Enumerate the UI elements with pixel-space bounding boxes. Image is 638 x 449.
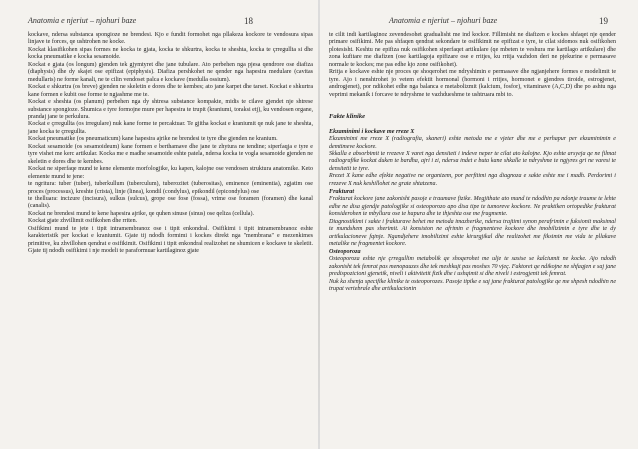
paragraph: Kockat pneumatike (os pneumaticum) kane hapesira ajrike ne brendesi te tyre dhe gjenden ne kranium. [28,136,278,143]
paragraph: Kockat e shkurtra (os breve) gjenden ne skeletin e dores dhe te kembes; ato jane karpet dhe tarset. Kockat e shkurtra kane formen e kubit ose forme te ngjashme me te. [28,84,313,98]
paragraph: Kockat e çrregullta (os irregulare) nuk kane forme te percaktuar. Te gjitha kockat e kraniumit qe nuk jane te sheshta, jane kocka te çrregullta. [28,121,313,135]
paragraph: Kockat klasifikohen sipas formes ne kocka te gjata, kocka te shkurtra, kocka te sheshta, kocka te çrregullta si dhe kocka pneumatike e kocka sesamoide. [28,46,313,61]
running-head: Anatomia e njeriut – njohuri baze [389,16,498,25]
paragraph: te ngritura: tuber (tuber), tuberkullum (tuberculum), tuberozitet (tuberositas), eminence (eminentia), zgjatim ose proces (processus), kreshte (crista), linje (linea), kondil (condylus), epikondil (epicondylus) ose [28,181,313,195]
paragraph: Kockat sesamoide (os sesamoideum) kane formen e berthamave dhe jane te zhytura ne tendine; siperfaqja e tyre e tyre vishet me kerc artikular. Kocka me e madhe sesamoide eshte patela, ndersa kocka te vogla sesamoide gjenden ne skeletin e dores dhe te kembes. [28,143,313,165]
paragraph: te thelluara: incizure (incisura), sulkus (sulcus), grope ose fose (fossa), vrime ose foramen (foramen) dhe kanal (canalis). [28,195,313,210]
paragraph: te cilit indi kartilaginoz zevendesohet gradualisht me ind kockor. Fillimisht ne diafizen e kockes shfaqet nje qender primare osifikimi. Me pas shfaqen qendrat sekondare te osifikimit ne epifizat e tyre, te cilat sidomos nuk osifikohen plotesisht. Keshtu ne epifiza nuk osifikohen siperfaqet artikulare (qe mbeten te veshura me kartilago artikulare) dhe zona kufitare me diafizen (ose kartilagoja epifizare ose e rritjes, ku rritja vazhdon deri ne pjekurine e permasave normale te kockes; me pas edhe kjo zone osifikohet). [329,32,616,68]
left-body [28,32,313,256]
page-number: 18 [244,16,253,26]
running-head: Anatomia e njeriut – njohuri baze [28,16,137,25]
paragraph: Kockat ne brendesi mund te kene hapesira ajrike, qe quhen sinuse (sinus) ose qeliza (cellula). [28,210,255,217]
clinical-facts [329,128,616,294]
paragraph: Kockat e gjata (os longum) gjenden tek gjymtyret dhe jane tubulare. Ato perbehen nga pjesa qendrore ose diafiza (diaphysis) dhe dy skajet ose epifizat (epiphysis). Diafiza pershkohet ne qender nga hapesira medulare (cavitas medullaris) ne forme kanali, ne te cilin vendoset palca e kockave (medulla ossium). [28,61,313,83]
paragraph: Kockat ne siperfaqe mund te kene elemente morfologjike, ku kapen, kalojne ose vendosen struktura anatomike. Keto elemente mund te jene: [28,166,313,180]
paragraph: Diagnostikimi i sakte i frakturave behet me metoda imazherike, ndersa trajtimi synon perafrimin e fuksionit maksimal te mundshem pas sherimit. Ai konsiston ne afrimin e fragmenteve kockore dhe imobilizimin e tyre dhe te dy artikulacioneve fqinje. Ngandjehere imobilizimi eshte kirurgjikal dhe realizohet me fiksimin me vida te pllakave metalike ne fragmentet kockore. [329,218,616,247]
left-page-header [28,16,313,26]
paragraph: Osifikimi mund te jete i tipit intramembranoz ose i tipit enkondral. Osifikimi i tipit intramembranoz eshte karakteristik per kockat e kraniumit. Gjate tij ndodh formimi i kockes direkt nga "membrana" e mezenkimes primitive, ku zhvillohen qendrat e osifikimit. Osifikimi i tipit enkondral realizohet ne shumicen e kockave te skeletit. Gjate tij ndodh osifikimi i nje modeli te paraformuar kartilaginoz gjate [28,225,313,255]
subheading: Osteoporoza [329,248,361,256]
paragraph: Rritja e kockave eshte nje proces qe shoqerohet me ndryshimin e permasave dhe ngjanjehere formes e modelimit te tyre. Ajo i nenshtrohet jo vetem efektit hormonal (hormoni i rritjes, hormonet e gjendres tiroide, estrogjenet, androgjenet), por ndikohet edhe nga balanca e metabolizmit (kalcium, fosfor), vitaminave (A,C,D) dhe po ashtu nga veprimi mekanik i forcave te ndryshme te vazhdueshme te ushtruara mbi to. [329,69,616,98]
paragraph: Nuk ka shenja specifike klinike te osteoporozes. Pasoje tipike e saj jane frakturat patologjike qe me shpesh ndodhin ne trupat vertebrale dhe artikulacionin [329,278,616,293]
right-page [319,0,638,449]
paragraph: Skkalla e absorbimit te rrezeve X varet nga densiteti i indeve neper te cilat ato kalojne. Kjo eshte arsyeja qe ne filmat radiografike kockat duken te bardha, ajri i zi, ndersa indet e buta kane shkalle te ndryshme te ngjyres gri ne varesi te densitetit te tyre. [329,150,616,172]
right-body [329,32,616,99]
paragraph: Frakturat kockore jane zakonisht pasoje e traumave fizike. Megjithate ato mund te ndodhin pa ndonje traume te lehte edhe ne disa gjendje patologjike si osteoporozo apo disa tipe te tumoreve kockore. Ne praktiken ortopedike frakturat konsiderohen te mbyllura ose te hapura dhe te thjeshta ose me fragmente. [329,196,616,218]
paragraph: Ekzaminimi me rreze X (radiografia, skaneri) eshte metoda me e vjeter dhe me e perhapur per ekzaminimin e demtimeve kockore. [329,136,616,150]
page-number: 19 [599,16,608,26]
paragraph: Rrezet X kane edhe efekte negative ne organizem, por perfitimi nga diagnoza e sakte eshte me i madh. Perdorimi i rrezeve X nuk keshillohet ne grate shtatzena. [329,173,616,187]
subheading: Ekzaminimi i kockave me rreze X [329,128,415,136]
right-page-header [329,16,616,26]
section-title: Fakte klinike [329,113,366,121]
paragraph: Kockat e sheshta (os planum) perbehen nga dy shtresa substance kompakte, midis te cilave gjendet nje shtrese substance spongioze. Shumica e tyre formojne mure per hapesira te trupit (kraniumi, toraksi etj), ku vendosen organe, prandaj jane te perkulura. [28,99,314,120]
paragraph: kockave, ndersa substanca spongioze ne brendesi. Kjo e fundit formohet nga pllakeza kockore te vendosura sipas linjave te forces, qe ushtrohen ne kocke. [28,32,313,46]
subheading: Frakturat [329,188,355,196]
paragraph: Kockat gjate zhvillimit osifikohen dhe rriten. [28,218,138,225]
paragraph: Osteoporoza eshte nje çrregullim metabolik qe shoqerohet me ulje te sasise se kalciumit ne kocke. Ajo ndodh zakonisht tek femrat pas menopauzes dhe tek meshkujt pas moshes 70 vjeç. Faktoret qe ndikojne ne shfaqjen e saj jane predispozicioni gjenetik, niveli i aktivitetit fizik dhe i ushqimit si dhe niveli i estrogjenit tek femrat. [329,256,616,278]
